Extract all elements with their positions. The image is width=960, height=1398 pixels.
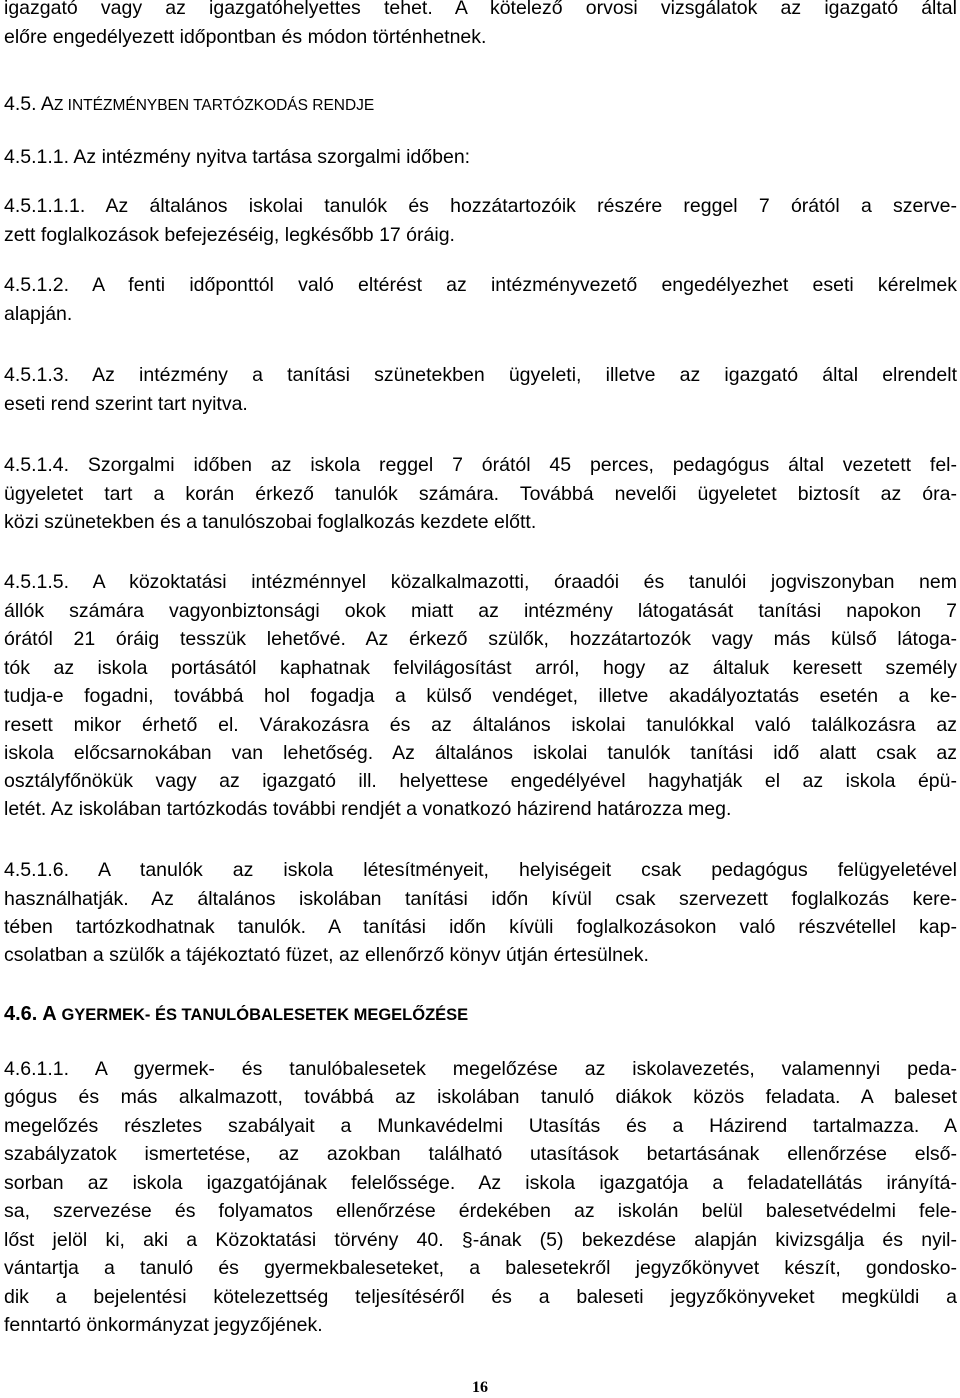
paragraph-line: iskola előcsarnokában van lehetőség. Az általános iskolai tanulók tanítási idő alatt csak az	[4, 742, 957, 764]
paragraph-line: alapján.	[4, 303, 73, 325]
paragraph-line: 4.5.1.2. A fenti időponttól való eltérést az intézményvezető engedélyezhet eseti kérelmek	[4, 274, 957, 296]
body-line: előre engedélyezett időpontban és módon történhetnek.	[4, 26, 487, 48]
paragraph-line: osztályfőnökük vagy az igazgató ill. helyettese engedélyével hagyhatják el az iskola épü-	[4, 770, 957, 792]
paragraph-line: 4.5.1.4. Szorgalmi időben az iskola reggel 7 órától 45 perces, pedagógus által vezetett fel-	[4, 454, 957, 476]
paragraph-line: resett mikor érhető el. Várakozásra és az általános iskolai tanulókkal való találkozásra az	[4, 714, 957, 736]
paragraph-line: gógus és más alkalmazott, továbbá az iskolában tanuló diákok közös feladata. A baleset	[4, 1086, 957, 1108]
body-line: igazgató vagy az igazgatóhelyettes tehet. A kötelező orvosi vizsgálatok az igazgató által	[4, 0, 957, 19]
paragraph-line: sa, szervezése és folyamatos ellenőrzése érdekében az iskolán belül balesetvédelmi fele-	[4, 1200, 957, 1222]
paragraph-line: fenntartó önkormányzat jegyzőjének.	[4, 1314, 323, 1336]
paragraph-line: 4.6.1.1. A gyermek- és tanulóbalesetek megelőzése az iskolavezetés, valamennyi peda-	[4, 1058, 957, 1080]
paragraph-line: vántartja a tanuló és gyermekbaleseteket, a balesetekről jegyzőkönyvet készít, gondosko-	[4, 1257, 957, 1279]
paragraph-line: eseti rend szerint tart nyitva.	[4, 393, 248, 415]
paragraph-line: ügyeletet tart a korán érkező tanulók számára. Továbbá nevelői ügyeletet biztosít az óra-	[4, 483, 957, 505]
section-heading-4-5	[4, 90, 374, 120]
paragraph-line: használhatják. Az általános iskolában tanítási időn kívül csak szervezett foglalkozás kere-	[4, 888, 957, 910]
paragraph-line: 4.5.1.5. A közoktatási intézménnyel közalkalmazotti, óraadói és tanulói jogviszonyban nem	[4, 571, 957, 593]
paragraph-line: dik a bejelentési kötelezettség teljesítéséről és a baleseti jegyzőkönyveket megküldi a	[4, 1286, 957, 1308]
paragraph-line: órától 21 óráig tesszük lehetővé. Az érkező szülők, hozzátartozók vagy más külső látoga-	[4, 628, 957, 650]
paragraph-line: tudja-e fogadni, továbbá hol fogadja a külső vendéget, illetve akadályoztatás esetén a ke-	[4, 685, 957, 707]
section-title-initial: A	[42, 1003, 56, 1025]
paragraph-line: állók számára vagyonbiztonsági okok miatt az intézmény látogatását tanítási napokon 7	[4, 600, 957, 622]
paragraph-line: csolatban a szülők a tájékoztató füzet, az ellenőrző könyv útján értesülnek.	[4, 944, 649, 966]
subsection-heading: 4.5.1.1. Az intézmény nyitva tartása szorgalmi időben:	[4, 146, 471, 168]
paragraph-line: 4.5.1.6. A tanulók az iskola létesítményeit, helyiségeit csak pedagógus felügyeletével	[4, 859, 957, 881]
paragraph-line: 4.5.1.3. Az intézmény a tanítási szünetekben ügyeleti, illetve az igazgató által elrendelt	[4, 364, 957, 386]
page-number: 16	[472, 1379, 488, 1396]
section-title-rest: Z INTÉZMÉNYBEN TARTÓZKODÁS RENDJE	[53, 97, 375, 114]
paragraph-line: közi szünetekben és a tanulószobai foglalkozás kezdete előtt.	[4, 511, 537, 533]
paragraph-line: tében tartózkodhatnak tanulók. A tanítási időn kívüli foglalkozásokon való részvétellel kap-	[4, 916, 957, 938]
section-title-rest: GYERMEK- ÉS TANULÓBALESETEK MEGELŐZÉSE	[61, 1006, 469, 1024]
section-title-initial: A	[40, 93, 54, 115]
section-number: 4.6.	[4, 1003, 38, 1025]
paragraph-line: zett foglalkozások befejezéséig, legkésőbb 17 óráig.	[4, 224, 455, 246]
section-number: 4.5.	[4, 93, 37, 115]
paragraph-line: tók az iskola portásától kaphatnak felvilágosítást arról, hogy az általuk keresett személy	[4, 657, 957, 679]
section-heading-4-6	[4, 1000, 468, 1030]
paragraph-line: lőst jelöl ki, aki a Közoktatási törvény 40. §-ának (5) bekezdése alapján kivizsgálja és nyil-	[4, 1229, 957, 1251]
paragraph-line: letét. Az iskolában tartózkodás további rendjét a vonatkozó házirend határozza meg.	[4, 798, 732, 820]
paragraph-line: szabályzatok ismertetése, az azokban található utasítások betartásának ellenőrzése első-	[4, 1143, 957, 1165]
paragraph-line: sorban az iskola igazgatójának felelőssége. Az iskola igazgatója a feladatellátás irányítá-	[4, 1172, 957, 1194]
paragraph-line: 4.5.1.1.1. Az általános iskolai tanulók és hozzátartozóik részére reggel 7 órától a szerve-	[4, 195, 957, 217]
paragraph-line: megelőzés részletes szabályait a Munkavédelmi Utasítás és a Házirend tartalmazza. A	[4, 1115, 957, 1137]
